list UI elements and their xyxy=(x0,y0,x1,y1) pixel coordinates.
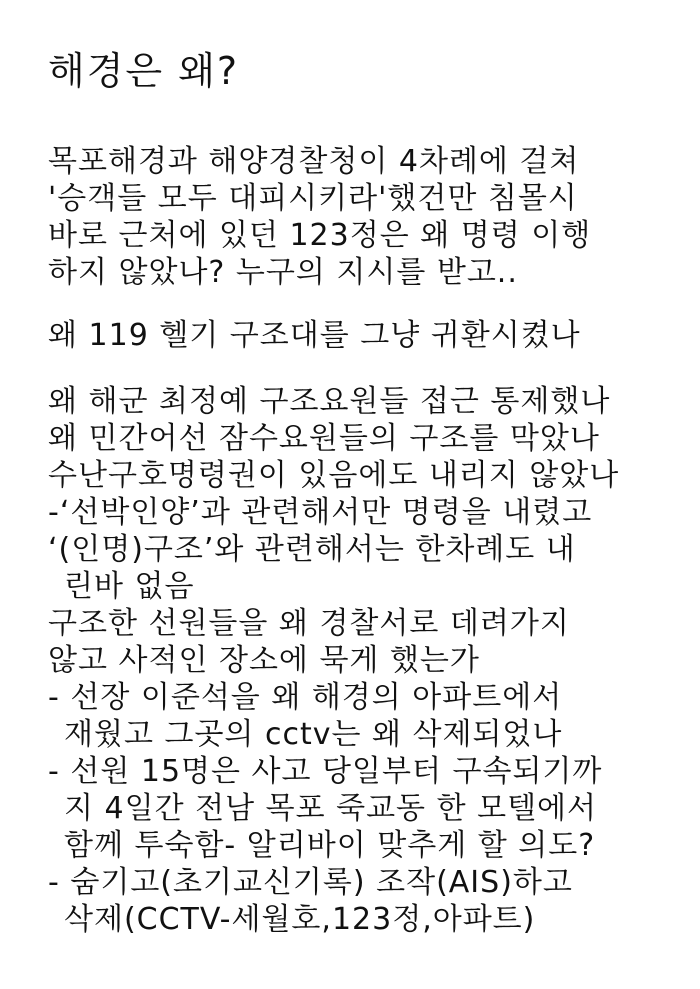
text-line: 린바 없음 xyxy=(64,569,195,604)
text-line: ‘(인명)구조’와 관련해서는 한차례도 내 xyxy=(48,532,576,567)
paragraph-123-order xyxy=(48,143,688,291)
text-line: - 선장 이준석을 왜 해경의 아파트에서 xyxy=(48,680,563,715)
text-line: 삭제(CCTV-세월호,123정,아파트) xyxy=(64,902,536,937)
paragraph-questions-list xyxy=(48,383,688,938)
text-line: 바로 근처에 있던 123정은 왜 명령 이행 xyxy=(48,218,592,253)
text-line: 목포해경과 해양경찰청이 4차례에 걸쳐 xyxy=(48,144,580,179)
text-line: 왜 해군 최정예 구조요원들 접근 통제했나 xyxy=(48,384,611,419)
text-line: 재웠고 그곳의 cctv는 왜 삭제되었나 xyxy=(64,717,563,752)
text-line: '승객들 모두 대피시키라'했건만 침몰시 xyxy=(48,181,578,216)
text-line: 수난구호명령권이 있음에도 내리지 않았나 xyxy=(48,458,620,493)
text-line: -‘선박인양’과 관련해서만 명령을 내렸고 xyxy=(48,495,593,530)
paragraph-helicopter xyxy=(48,317,688,354)
page-title: 해경은 왜? xyxy=(48,49,240,93)
text-line: - 숨기고(초기교신기록) 조작(AIS)하고 xyxy=(48,865,573,900)
text-line: 함께 투숙함- 알리바이 맞추게 할 의도? xyxy=(64,828,596,863)
text-line: - 선원 15명은 사고 당일부터 구속되기까 xyxy=(48,754,603,789)
text-line: 구조한 선원들을 왜 경찰서로 데려가지 xyxy=(48,606,570,641)
text-line: 지 4일간 전남 목포 죽교동 한 모텔에서 xyxy=(64,791,598,826)
text-line: 않고 사적인 장소에 묵게 했는가 xyxy=(48,643,480,678)
text-line: 하지 않았나? 누구의 지시를 받고.. xyxy=(48,255,518,290)
text-line: 왜 119 헬기 구조대를 그냥 귀환시켰나 xyxy=(48,318,581,353)
text-line: 왜 민간어선 잠수요원들의 구조를 막았나 xyxy=(48,421,600,456)
